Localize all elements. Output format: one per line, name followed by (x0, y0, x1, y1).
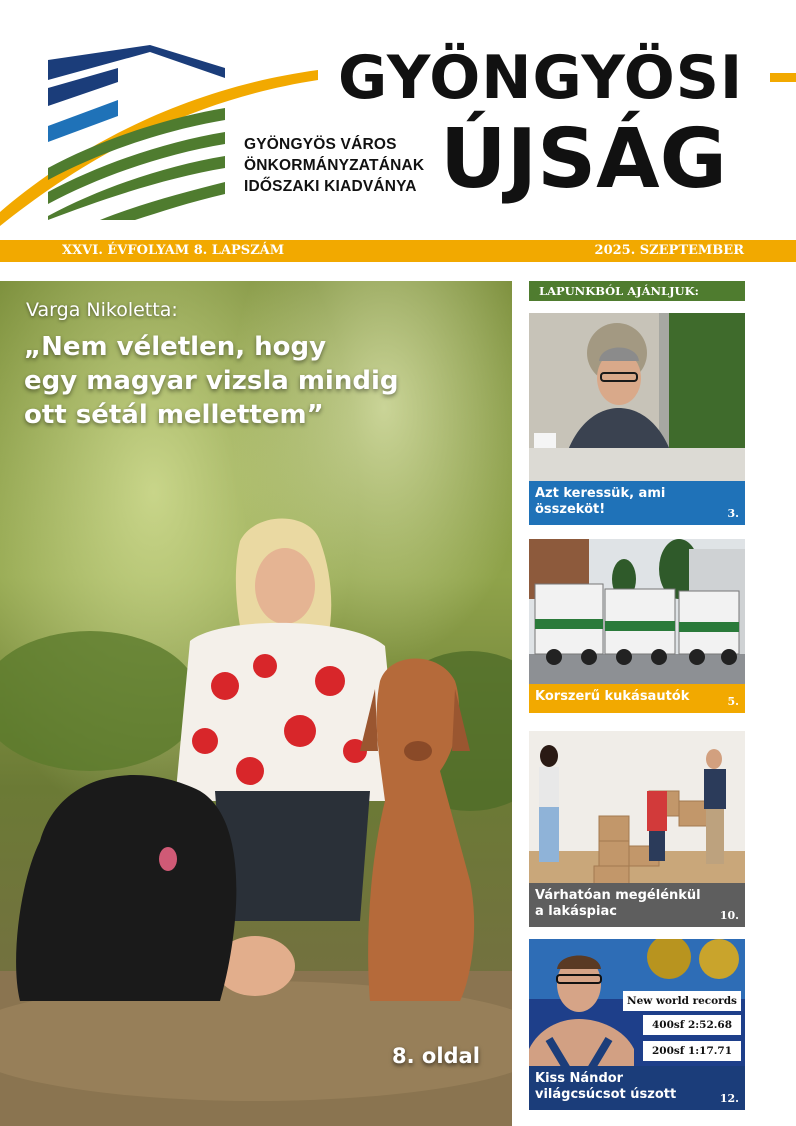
teaser-title: Korszerű kukásautók (535, 689, 690, 704)
teaser-page-number: 10. (719, 909, 739, 922)
headline-line: ott sétál mellettem” (24, 400, 324, 430)
teaser-caption-3 (529, 883, 745, 927)
teaser-title: Várhatóan megélénkül a lakáspiac (535, 888, 701, 919)
lead-story-page-ref[interactable]: 8. oldal (392, 1044, 480, 1068)
teaser-caption-1 (529, 481, 745, 525)
lead-story-name: Varga Nikoletta: (26, 299, 178, 321)
subtitle-line: ÖNKORMÁNYZATÁNAK (244, 157, 425, 174)
headline-line: egy magyar vizsla mindig (24, 366, 399, 396)
record-sign-200: 200sf 1:17.71 (643, 1041, 741, 1061)
teaser-card-3[interactable] (529, 731, 745, 927)
lead-story-headline[interactable] (24, 330, 464, 432)
teaser-card-4[interactable] (529, 939, 745, 1110)
teaser-title: Kiss Nándor világcsúcsot úszott (535, 1071, 677, 1102)
issue-date: 2025. SZEPTEMBER (594, 243, 744, 258)
subtitle-line: IDŐSZAKI KIADVÁNYA (244, 178, 417, 195)
title-accent-dash (770, 73, 796, 82)
teaser-card-1[interactable] (529, 313, 745, 525)
masthead-title-second-line: ÚJSÁG (440, 112, 727, 207)
record-sign-400: 400sf 2:52.68 (643, 1015, 741, 1035)
masthead-subtitle (244, 134, 434, 197)
teaser-title: Azt keressük, ami összeköt! (535, 486, 666, 517)
headline-line: „Nem véletlen, hogy (24, 332, 327, 362)
teaser-page-number: 3. (727, 507, 739, 520)
teaser-card-2[interactable] (529, 539, 745, 713)
recommend-header: LAPUNKBÓL AJÁNLJUK: (529, 281, 745, 301)
issue-volume: XXVI. ÉVFOLYAM 8. LAPSZÁM (62, 243, 285, 258)
teaser-caption-2 (529, 684, 745, 713)
masthead-title: GYÖNGYÖSI (338, 43, 744, 113)
teaser-caption-4 (529, 1066, 745, 1110)
teaser-page-number: 5. (727, 695, 739, 708)
teaser-page-number: 12. (719, 1092, 739, 1105)
record-sign-title: New world records (623, 991, 741, 1011)
subtitle-line: GYÖNGYÖS VÁROS (244, 136, 397, 153)
